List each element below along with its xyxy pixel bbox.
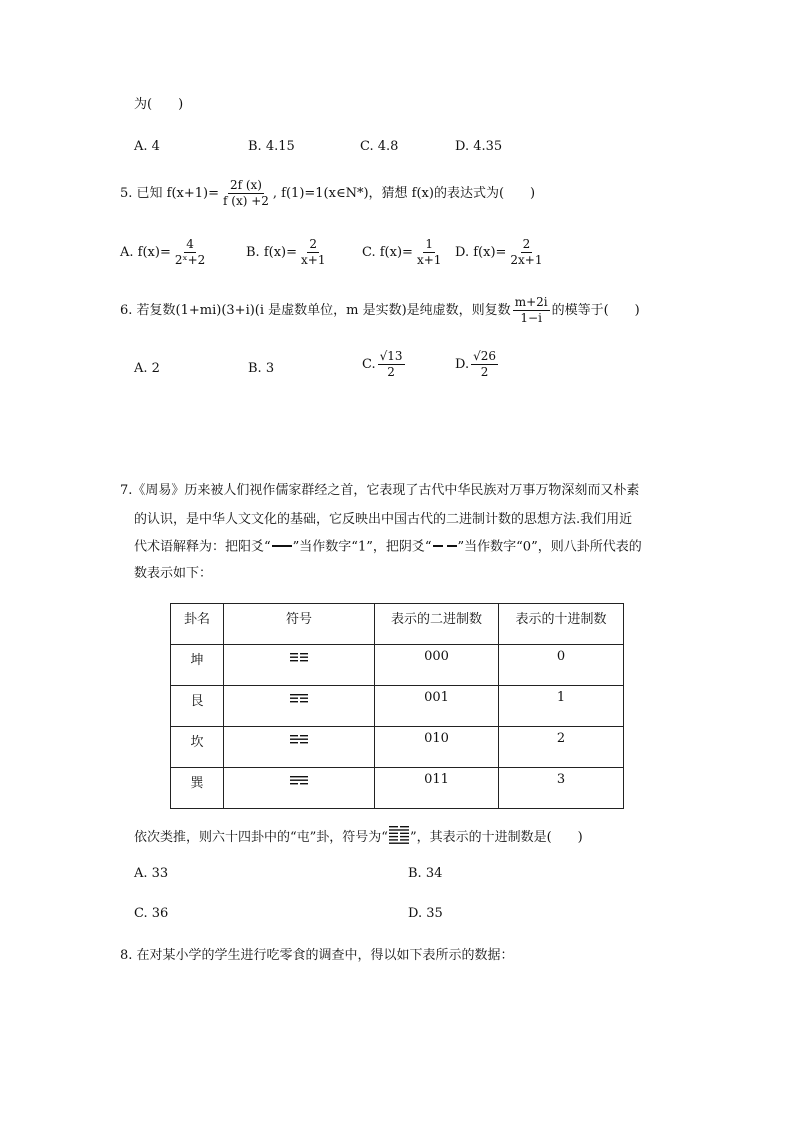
q7-line-2: 的认识，是中华人文文化的基础，它反映出中国古代的二进制计数的思想方法.我们用近 <box>134 512 633 527</box>
q4-tail: 为( ) <box>134 97 184 112</box>
q4-option-a[interactable]: A. 4 <box>134 139 160 154</box>
zhun-hexagram-icon <box>388 825 410 850</box>
table-row <box>171 727 624 768</box>
q7-option-b[interactable]: B. 34 <box>408 866 443 881</box>
xun-trigram-icon <box>289 774 309 786</box>
q7-option-d[interactable]: D. 35 <box>408 906 443 921</box>
cell-name: 坤 <box>171 645 224 686</box>
kun-trigram-icon <box>289 651 309 663</box>
trigram-table <box>170 603 624 809</box>
table-row <box>171 686 624 727</box>
q7-option-c[interactable]: C. 36 <box>134 906 169 921</box>
q5-option-d[interactable]: D. f(x)= $\frac{2}{2x+1}$ <box>455 237 543 267</box>
q5-option-a[interactable]: A. f(x)= $\frac{4}{\text{2ˣ+2}}$ <box>120 237 206 267</box>
q7-option-a[interactable]: A. 33 <box>134 866 169 881</box>
cell-symbol <box>224 768 375 809</box>
cell-binary: 010 <box>375 727 499 768</box>
q5-option-c[interactable]: C. f(x)= $\frac{1}{x+1}$ <box>362 237 442 267</box>
cell-binary: 001 <box>375 686 499 727</box>
cell-decimal: 0 <box>499 645 624 686</box>
kan-trigram-icon <box>289 733 309 745</box>
q6-option-d[interactable]: D. $\frac{√26}{2}$ <box>455 349 497 379</box>
q4-option-d[interactable]: D. 4.35 <box>455 139 503 154</box>
q6-fraction: $\frac{m+2i}{1-i}$ <box>514 295 548 325</box>
q6-option-a[interactable]: A. 2 <box>134 361 160 376</box>
cell-decimal: 1 <box>499 686 624 727</box>
q7-line-4: 数表示如下： <box>134 566 213 581</box>
gen-trigram-icon <box>289 692 309 704</box>
cell-binary: 000 <box>375 645 499 686</box>
cell-name: 坎 <box>171 727 224 768</box>
cell-binary: 011 <box>375 768 499 809</box>
yin-line-icon <box>432 539 458 555</box>
q5-fraction: $\frac{2f (x)}{f (x) +2}$ <box>223 178 269 208</box>
q7-line-3: 代术语解释为：把阳爻“ ”当作数字“1”，把阴爻“ ”当作数字“0”，则八卦所代表的 <box>134 539 642 555</box>
cell-decimal: 2 <box>499 727 624 768</box>
q5-option-b[interactable]: B. f(x)= $\frac{2}{x+1}$ <box>246 237 326 267</box>
cell-symbol <box>224 727 375 768</box>
q7-line-1: 7.《周易》历来被人们视作儒家群经之首，它表现了古代中华民族对万事万物深刻而又朴素 <box>120 483 640 498</box>
q6-option-c[interactable]: C. $\frac{√13}{2}$ <box>362 349 403 379</box>
q5-stem: 5. 已知 f(x+1)= $\frac{2f (x)}{f (x) +2}$ , f(1)=1(x∈N*)，猜想 f(x)的表达式为( ) <box>120 178 536 208</box>
q4-option-c[interactable]: C. 4.8 <box>360 139 399 154</box>
header-symbol: 符号 <box>224 604 375 645</box>
cell-symbol <box>224 645 375 686</box>
q4-option-b[interactable]: B. 4.15 <box>248 139 295 154</box>
q6-stem: 6. 若复数(1+mi)(3+i)(i 是虚数单位，m 是实数)是纯虚数，则复数 $\frac{m+2i}{1-i}$ 的模等于( ) <box>120 295 640 325</box>
header-binary: 表示的二进制数 <box>375 604 499 645</box>
header-name: 卦名 <box>171 604 224 645</box>
table-header-row <box>171 604 624 645</box>
yang-line-icon <box>271 539 293 555</box>
cell-name: 巽 <box>171 768 224 809</box>
header-decimal: 表示的十进制数 <box>499 604 624 645</box>
cell-name: 艮 <box>171 686 224 727</box>
cell-symbol <box>224 686 375 727</box>
q7-question: 依次类推，则六十四卦中的“屯”卦，符号为“ ”，其表示的十进制数是( ) <box>134 825 583 850</box>
table-row <box>171 645 624 686</box>
cell-decimal: 3 <box>499 768 624 809</box>
q8-stem: 8. 在对某小学的学生进行吃零食的调查中，得以如下表所示的数据： <box>120 948 514 963</box>
q6-option-b[interactable]: B. 3 <box>248 361 275 376</box>
table-row <box>171 768 624 809</box>
